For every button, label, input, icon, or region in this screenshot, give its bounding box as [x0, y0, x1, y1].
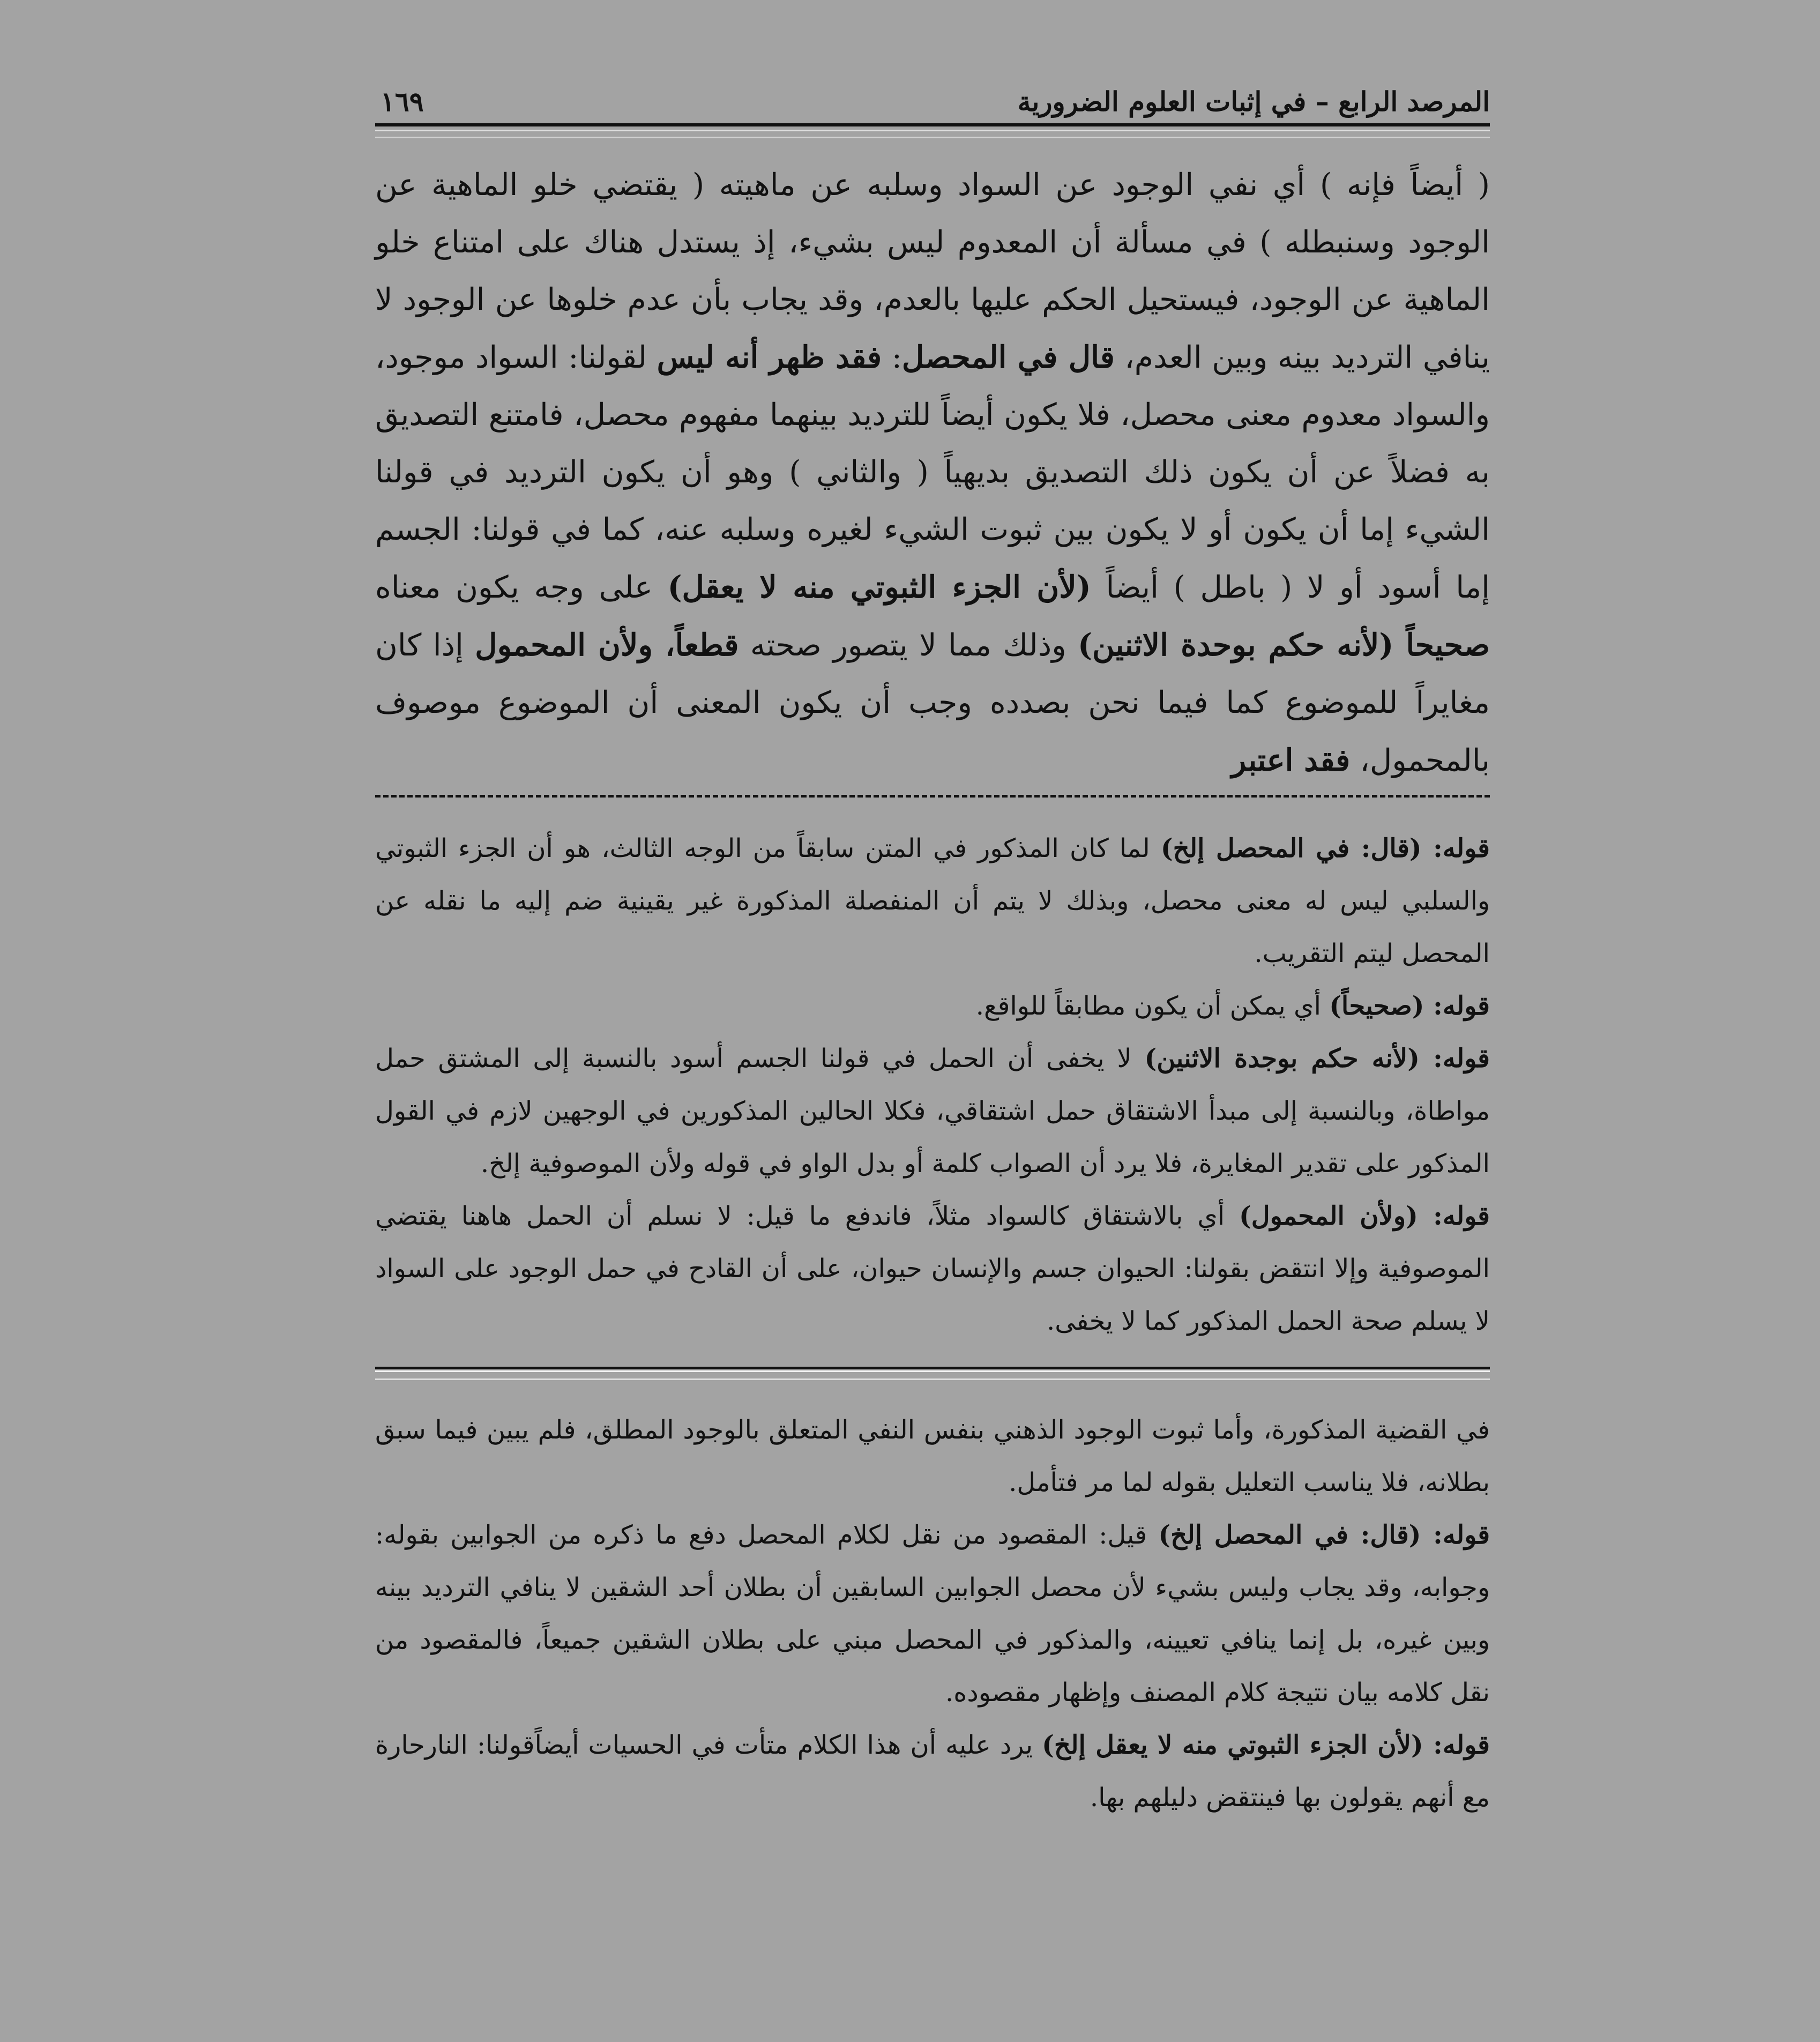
main-segment: إذا كان مغايراً للموضوع كما فيما نحن بصدده وجب أن يكون المعنى أن الموضوع موصوف بالمحمول، — [375, 628, 1490, 778]
note-body: في القضية المذكورة، وأما ثبوت الوجود الذهني بنفس النفي المتعلق بالوجود المطلق، فلم يبين فيما سبق بطلانه، فلا يناسب التعليل بقوله لما مر فتأمل. — [375, 1415, 1490, 1497]
note-quote: (صحيحاً) — [1329, 991, 1424, 1021]
note-body: أي يمكن أن يكون مطابقاً للواقع. — [975, 991, 1330, 1021]
note-colon: : — [1423, 1730, 1443, 1760]
note-label: قوله — [1442, 1520, 1490, 1550]
commentary-note — [375, 1509, 1490, 1719]
note-colon: : — [1424, 991, 1443, 1021]
note-label: قوله — [1442, 1730, 1490, 1760]
commentary-note — [375, 1719, 1490, 1824]
commentary-note — [375, 1032, 1490, 1190]
note-body: قيل: المقصود من نقل لكلام المحصل دفع ما ذكره من الجوابين بقوله: وجوابه، وقد يجاب وليس بشيء لأن محصل الجوابين السابقين أن بطلان أحد الشقين لا ينافي الترديد بينه وبين غيره، بل إنما ينافي تعيينه، والمذكور في المحصل مبني على بطلان الشقين جميعاً، فالمقصود من نقل كلامه بيان نتيجة كلام المصنف وإظهار مقصوده. — [375, 1520, 1490, 1708]
main-segment: ( أيضاً فإنه ) أي نفي الوجود عن السواد وسلبه عن ماهيته ( يقتضي خلو الماهية عن الوجود وسنبطله ) في مسألة أن المعدوم ليس بشيء، إذ يستدل هناك على امتناع خلو الماهية عن الوجود، فيستحيل الحكم عليها بالعدم، وقد يجاب بأن عدم خلوها عن الوجود لا ينافي الترديد بينه وبين العدم، — [375, 167, 1490, 375]
note-label: قوله — [1442, 1201, 1490, 1231]
main-segment-bold: فقد ظهر أنه ليس — [657, 339, 882, 375]
note-quote: (لأنه حكم بوجدة الاثنين) — [1144, 1044, 1420, 1074]
commentary-top — [375, 822, 1490, 1347]
main-segment-bold: قطعاً، ولأن المحمول — [475, 627, 739, 663]
commentary-note — [375, 1190, 1490, 1347]
note-colon: : — [1419, 1044, 1443, 1074]
note-label: قوله — [1442, 991, 1490, 1021]
commentary-note — [375, 980, 1490, 1032]
commentary-bottom — [375, 1404, 1490, 1824]
gloss-separator-decoration — [375, 1370, 1490, 1380]
commentary-note — [375, 1404, 1490, 1509]
commentary-separator — [375, 795, 1490, 798]
main-segment: : — [882, 340, 902, 375]
main-segment: وذلك مما لا يتصور صحته — [739, 628, 1078, 663]
gloss-separator — [375, 1367, 1490, 1369]
main-text — [375, 156, 1490, 789]
main-segment-bold: قال في المحصل — [901, 339, 1115, 375]
running-header — [375, 80, 1490, 126]
book-page — [375, 80, 1490, 1824]
note-label: قوله — [1442, 833, 1490, 863]
note-body: لا يخفى أن الحمل في قولنا الجسم أسود بالنسبة إلى المشتق حمل مواطاة، وبالنسبة إلى مبدأ الاشتقاق حمل اشتقاقي، فكلا الحالين المذكورين في الوجهين لازم في القول المذكور على تقدير المغايرة، فلا يرد أن الصواب كلمة أو بدل الواو في قوله ولأن الموصوفية إلخ. — [375, 1044, 1490, 1179]
note-label: قوله — [1442, 1044, 1490, 1074]
note-body: أي بالاشتقاق كالسواد مثلاً، فاندفع ما قيل: لا نسلم أن الحمل هاهنا يقتضي الموصوفية وإلا انتقض بقولنا: الحيوان جسم والإنسان حيوان، على أن القادح في حمل الوجود على السواد لا يسلم صحة الحمل المذكور كما لا يخفى. — [375, 1201, 1490, 1336]
main-segment-bold: صحيحاً (لأنه حكم بوحدة الاثنين) — [1078, 627, 1490, 663]
note-quote: (لأن الجزء الثبوتي منه لا يعقل إلخ) — [1042, 1730, 1423, 1760]
note-body: لما كان المذكور في المتن سابقاً من الوجه الثالث، هو أن الجزء الثبوتي والسلبي ليس له معنى محصل، وبذلك لا يتم أن المنفصلة المذكورة غير يقينية ضم إليه ما نقله عن المحصل ليتم التقريب. — [375, 833, 1490, 968]
note-colon: : — [1418, 1201, 1443, 1231]
note-colon: : — [1421, 833, 1443, 863]
main-segment-bold: فقد اعتبر — [1231, 742, 1351, 778]
main-segment: على وجه يكون معناه — [375, 570, 668, 605]
note-colon: : — [1421, 1520, 1443, 1550]
header-rule-decoration — [375, 130, 1490, 138]
note-quote: (ولأن المحمول) — [1239, 1201, 1418, 1231]
page-number: ١٦٩ — [381, 86, 424, 117]
note-quote: (قال: في المحصل إلخ) — [1160, 833, 1422, 863]
main-segment-bold: (لأن الجزء الثبوتي منه لا يعقل) — [667, 569, 1091, 605]
note-quote: (قال: في المحصل إلخ) — [1158, 1520, 1421, 1550]
main-segment: لقولنا: السواد موجود، والسواد معدوم معنى محصل، فلا يكون أيضاً للترديد بينهما مفهوم محصل، فامتنع التصديق به فضلاً عن أن يكون ذلك التصديق بديهياً ( والثاني ) وهو أن يكون الترديد في قولنا الشيء إما أن يكون أو لا يكون بين ثبوت الشيء لغيره وسلبه عنه، كما في قولنا: الجسم إما أسود أو لا ( باطل ) أيضاً — [375, 340, 1490, 605]
chapter-title: المرصد الرابع – في إثبات العلوم الضرورية — [1017, 86, 1490, 117]
note-body: يرد عليه أن هذا الكلام متأت في الحسيات أيضاًقولنا: النارحارة مع أنهم يقولون بها فينتقض دليلهم بها. — [375, 1730, 1490, 1813]
main-paragraph — [375, 156, 1490, 789]
commentary-note — [375, 822, 1490, 980]
